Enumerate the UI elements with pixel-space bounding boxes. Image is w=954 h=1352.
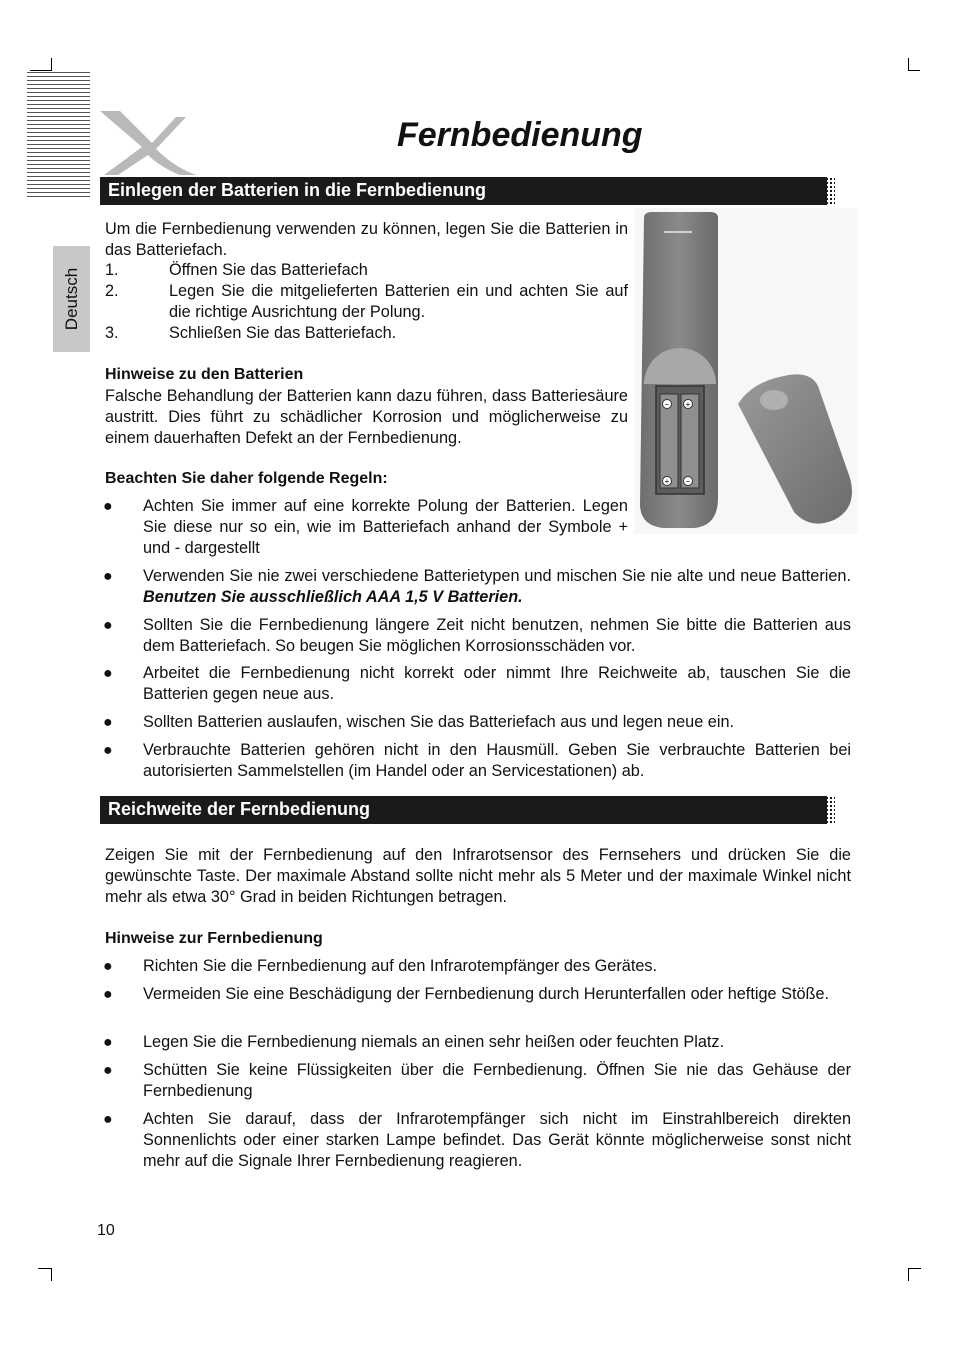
list-item-emphasis: Benutzen Sie ausschließlich AAA 1,5 V Batterien. [143, 588, 523, 606]
bullet-dot: ● [103, 617, 113, 634]
page-number: 10 [97, 1222, 115, 1239]
brand-x-logo [94, 103, 198, 177]
list-item: Arbeitet die Fernbedienung nicht korrekt oder nimmt Ihre Reichweite ab, tauschen Sie die Batterien gegen neue aus. [143, 664, 851, 703]
list-item: Legen Sie die Fernbedienung niemals an einen sehr heißen oder feuchten Platz. [143, 1033, 725, 1051]
battery-notes-paragraph: Falsche Behandlung der Batterien kann dazu führen, dass Batteriesäure austritt. Dies führt zu schädlicher Korrosion und möglicherweise zu einem dauerhaften Defekt an der Fernbedienung. [105, 387, 628, 447]
list-item: Sollten Batterien auslaufen, wischen Sie das Batteriefach aus und legen neue ein. [143, 713, 735, 731]
language-tab [53, 246, 90, 352]
list-item-text: Verwenden Sie nie zwei verschiedene Batterietypen und mischen Sie nie alte und neue Batterien. [143, 567, 851, 585]
polarity-symbol: − [685, 477, 691, 486]
decorative-dot-pattern [801, 177, 835, 205]
list-item: Achten Sie immer auf eine korrekte Polung der Batterien. Legen Sie diese nur so ein, wie im Batteriefach anhand der Symbole + und - dargestellt [143, 497, 628, 557]
list-item [143, 566, 851, 608]
decorative-stripes [27, 72, 90, 200]
bullet-dot: ● [103, 1034, 113, 1051]
bullet-dot: ● [103, 568, 113, 585]
crop-mark-bottom-left [51, 1268, 52, 1281]
remote-battery-illustration [634, 208, 858, 534]
bullet-dot: ● [103, 498, 113, 515]
list-item: Verbrauchte Batterien gehören nicht in den Hausmüll. Geben Sie verbrauchte Batterien bei autorisierten Sammelstellen (im Handel oder an Servicestationen) ab. [143, 741, 851, 780]
crop-mark-top-left [30, 70, 52, 71]
crop-mark-top-right [908, 70, 920, 71]
list-item: Sollten Sie die Fernbedienung längere Zeit nicht benutzen, nehmen Sie bitte die Batterien aus dem Batteriefach. So beugen Sie möglichen Korrosionsschäden vor. [143, 616, 851, 655]
cover-latch [760, 390, 788, 410]
decorative-dot-pattern [801, 796, 835, 824]
bullet-dot: ● [103, 665, 113, 682]
crop-mark-bottom-left [38, 1268, 51, 1269]
subheading-battery-notes: Hinweise zu den Batterien [105, 366, 304, 383]
step-number: 1. [105, 261, 119, 279]
section-header-range [100, 796, 827, 824]
subheading-remote-notes: Hinweise zur Fernbedienung [105, 930, 323, 947]
bullet-dot: ● [103, 714, 113, 731]
range-paragraph: Zeigen Sie mit der Fernbedienung auf den Infrarotsensor des Fernsehers und drücken Sie die gewünschte Taste. Der maximale Abstand sollte nicht mehr als 5 Meter und der maximale Winkel nicht mehr als etwa 30° Grad in beiden Richtungen betragen. [105, 846, 851, 906]
crop-mark-bottom-right [908, 1268, 909, 1281]
bullet-dot: ● [103, 1062, 113, 1079]
bullet-dot: ● [103, 742, 113, 759]
polarity-symbol: + [685, 400, 691, 409]
intro-paragraph: Um die Fernbedienung verwenden zu können, legen Sie die Batterien in das Batteriefach. [105, 220, 628, 259]
step-text: Legen Sie die mitgelieferten Batterien ein und achten Sie auf die richtige Ausrichtung der Polung. [169, 282, 628, 321]
list-item: Schütten Sie keine Flüssigkeiten über die Fernbedienung. Öffnen Sie nie das Gehäuse der Fernbedienung [143, 1061, 851, 1100]
step-number: 2. [105, 282, 119, 300]
bullet-dot: ● [103, 1111, 113, 1128]
step-text: Schließen Sie das Batteriefach. [169, 324, 397, 342]
section-header-batteries [100, 177, 827, 205]
crop-mark-top-left [51, 58, 52, 71]
bullet-dot: ● [103, 958, 113, 975]
subheading-rules: Beachten Sie daher folgende Regeln: [105, 470, 388, 487]
step-text: Öffnen Sie das Batteriefach [169, 261, 368, 279]
section-heading: Einlegen der Batterien in die Fernbedienung [108, 180, 487, 200]
polarity-symbol: − [664, 400, 670, 409]
page-title: Fernbedienung [397, 116, 643, 154]
list-item: Achten Sie darauf, dass der Infrarotempfänger sich nicht im Einstrahlbereich direkten Sonnenlichts oder einer starken Lampe befindet. Das Gerät könnte möglicherweise sonst nicht mehr auf die Signale Ihrer Fernbedienung reagieren. [143, 1110, 851, 1170]
crop-mark-bottom-right [908, 1268, 921, 1269]
list-item: Richten Sie die Fernbedienung auf den Infrarotempfänger des Gerätes. [143, 957, 658, 975]
polarity-symbol: + [664, 477, 670, 486]
step-number: 3. [105, 324, 119, 342]
bullet-dot: ● [103, 986, 113, 1003]
language-tab-label: Deutsch [61, 267, 81, 331]
list-item: Vermeiden Sie eine Beschädigung der Fernbedienung durch Herunterfallen oder heftige Stöße. [143, 985, 830, 1003]
section-heading: Reichweite der Fernbedienung [108, 799, 371, 819]
